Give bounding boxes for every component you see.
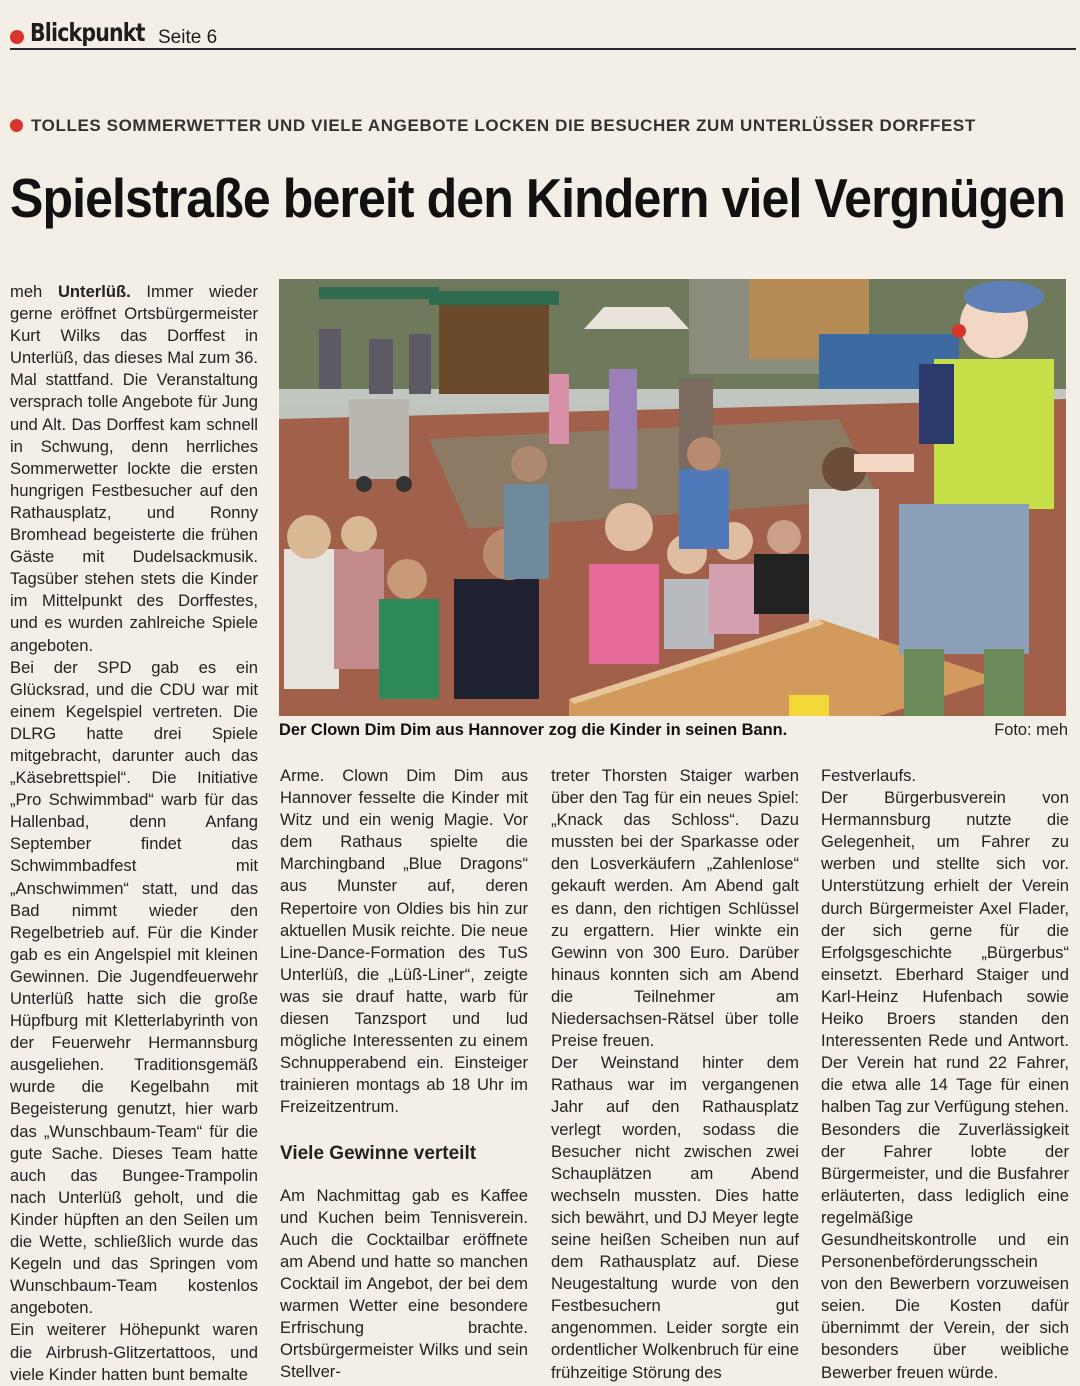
paragraph [10, 281, 258, 657]
article-kicker [10, 116, 1070, 136]
photo-credit: Foto: meh [994, 721, 1068, 739]
paragraph: Festverlaufs. [821, 766, 916, 785]
text-column-3 [551, 765, 799, 1384]
paragraph: Ein weiterer Höhepunkt waren die Airbrush-Glitzertattoos, und viele Kinder hatten bunt bemalte [10, 1320, 258, 1384]
clown-with-children-photo [279, 279, 1066, 716]
paragraph: Der Weinstand hinter dem Rathaus war im vergangenen Jahr auf den Rathausplatz verlegt worden, sodass die Besucher nicht zwischen zwei Schauplätzen am Abend wechseln mussten. Dies hatte sich bewährt, und DJ Meyer legte seine heißen Scheiben nun auf dem Rathausplatz auf. Diese Neugestaltung wurde von den Festbesuchern gut angenommen. Leider sorgte ein ordentlicher Wolkenbruch für eine frühzeitige Störung des [551, 1053, 799, 1382]
text-column-1 [10, 281, 258, 1386]
photo-caption: Der Clown Dim Dim aus Hannover zog die Kinder in seinen Bann. [279, 721, 788, 739]
paragraph: Arme. Clown Dim Dim aus Hannover fesselte die Kinder mit Witz und ein wenig Magie. Vor dem Rathaus spielte die Marchingband „Blue Dragons“ aus Munster auf, deren Repertoire von Oldies bis hin zur aktuellen Musik reichte. Die neue Line-Dance-Formation des TuS Unterlüß, die „Lüß-Liner“, zeigte was sie drauf hatte, warb für diesen Tanzsport und lud mögliche Interessenten zu einem Schnupperabend ein. Einsteiger trainieren montags ab 18 Uhr im Freizeitzentrum. [280, 766, 528, 1117]
paragraph: Am Nachmittag gab es Kaffee und Kuchen beim Tennisverein. Auch die Cocktailbar eröffnete am Abend und hatte so manchen Cocktail im Angebot, der bei dem warmen Wetter eine besondere Erfrischung brachte. Ortsbürgermeister Wilks und sein Stellver- [280, 1185, 528, 1382]
section-name: Blickpunkt [30, 18, 145, 47]
paragraph: Der Bürgerbusverein von Hermannsburg nutzte die Gelegenheit, um Fahrer zu werben und stellte sich vor. Unterstützung erhielt der Verein durch Bürgermeister Axel Flader, der sich gerne für die Erfolgsgeschichte „Bürgerbus“ einsetzt. Eberhard Staiger und Karl-Heinz Hufenbach sowie Heiko Broers standen den Interessenten Rede und Antwort. Der Verein hat rund 22 Fahrer, die etwa alle 14 Tage für einen halben Tag zur Verfügung stehen. Besonders die Zuverlässigkeit der Fahrer lobte der Bürgermeister, und die Busfahrer erläuterten, dass lediglich eine regelmäßige Gesundheitskontrolle und ein Personenbeförderungsschein von den Bewerbern vorzuweisen seien. Die Kosten dafür übernimmt der Verein, der sich besonders über weibliche Bewerber freuen würde. [821, 788, 1069, 1382]
paragraph: treter Thorsten Staiger warben über den Tag für ein neues Spiel: „Knack das Schloss“. Dazu mussten bei der Sparkasse oder den Losverkäufern „Zahlenlose“ gekauft werden. Am Abend galt es dann, den richtigen Schlüssel zu ergattern. Hier winkte ein Gewinn von 300 Euro. Darüber hinaus konnten sich am Abend die Teilnehmer am Niedersachsen-Rätsel über tolle Preise freuen. [551, 766, 799, 1051]
kicker-dot-icon [10, 119, 23, 132]
page-number: Seite 6 [158, 27, 218, 48]
page-header [10, 14, 1076, 50]
text-column-4 [821, 765, 1069, 1384]
paragraph: Bei der SPD gab es ein Glücksrad, und die CDU war mit einem Kegelspiel vertreten. Die DLRG hatte drei Spiele mitgebracht, darunter auch das „Käsebrettspiel“. Die Initiative „Pro Schwimmbad“ warb für das Hallenbad, denn Anfang September findet das Schwimmbadfest mit „Anschwimmen“ statt, und das Bad nimmt wieder den Regelbetrieb auf. Für die Kinder gab es ein Angelspiel mit kleinen Gewinnen. Die Jugendfeuerwehr Unterlüß hatte sich die große Hüpfburg mit Kletterlabyrinth von der Feuerwehr Hermannsburg ausgeliehen. Traditionsgemäß wurde die Kegelbahn mit Begeisterung genutzt, hier warb das „Wunschbaum-Team“ für die gute Sache. Dieses Team hatte auch das Bungee-Trampolin nach Unterlüß geholt, und die Kinder hüpften an den Seilen um die Wette, schließlich wurde das Kegeln und das Springen vom Wunschbaum-Team kostenlos angeboten. [10, 657, 258, 1318]
text-column-2 [280, 765, 528, 1383]
section-dot-icon [10, 30, 24, 44]
article-photo [279, 279, 1066, 716]
byline: meh [10, 282, 43, 301]
article-headline: Spielstraße bereit den Kindern viel Vergnügen [10, 167, 1065, 229]
subheading: Viele Gewinne verteilt [280, 1142, 477, 1164]
dateline: Unterlüß. [57, 282, 131, 301]
intro-text: Immer wieder gerne eröffnet Ortsbürgermeister Kurt Wilks das Dorffest in Unterlüß, das dieses Mal zum 36. Mal stattfand. Die Veranstaltung versprach tolle Angebote für Jung und Alt. Das Dorffest kam schnell in Schwung, denn herrliches Sommerwetter lockte die ersten hungrigen Festbesucher auf den Rathausplatz, und Ronny Bromhead begeisterte die frühen Gäste mit Dudelsackmusik. Tagsüber stehen stets die Kinder im Mittelpunkt des Dorffestes, und es wurden zahlreiche Spiele angeboten. [10, 282, 258, 655]
kicker-text: TOLLES SOMMERWETTER UND VIELE ANGEBOTE LOCKEN DIE BESUCHER ZUM UNTERLÜSSER DORFFEST [31, 116, 976, 135]
